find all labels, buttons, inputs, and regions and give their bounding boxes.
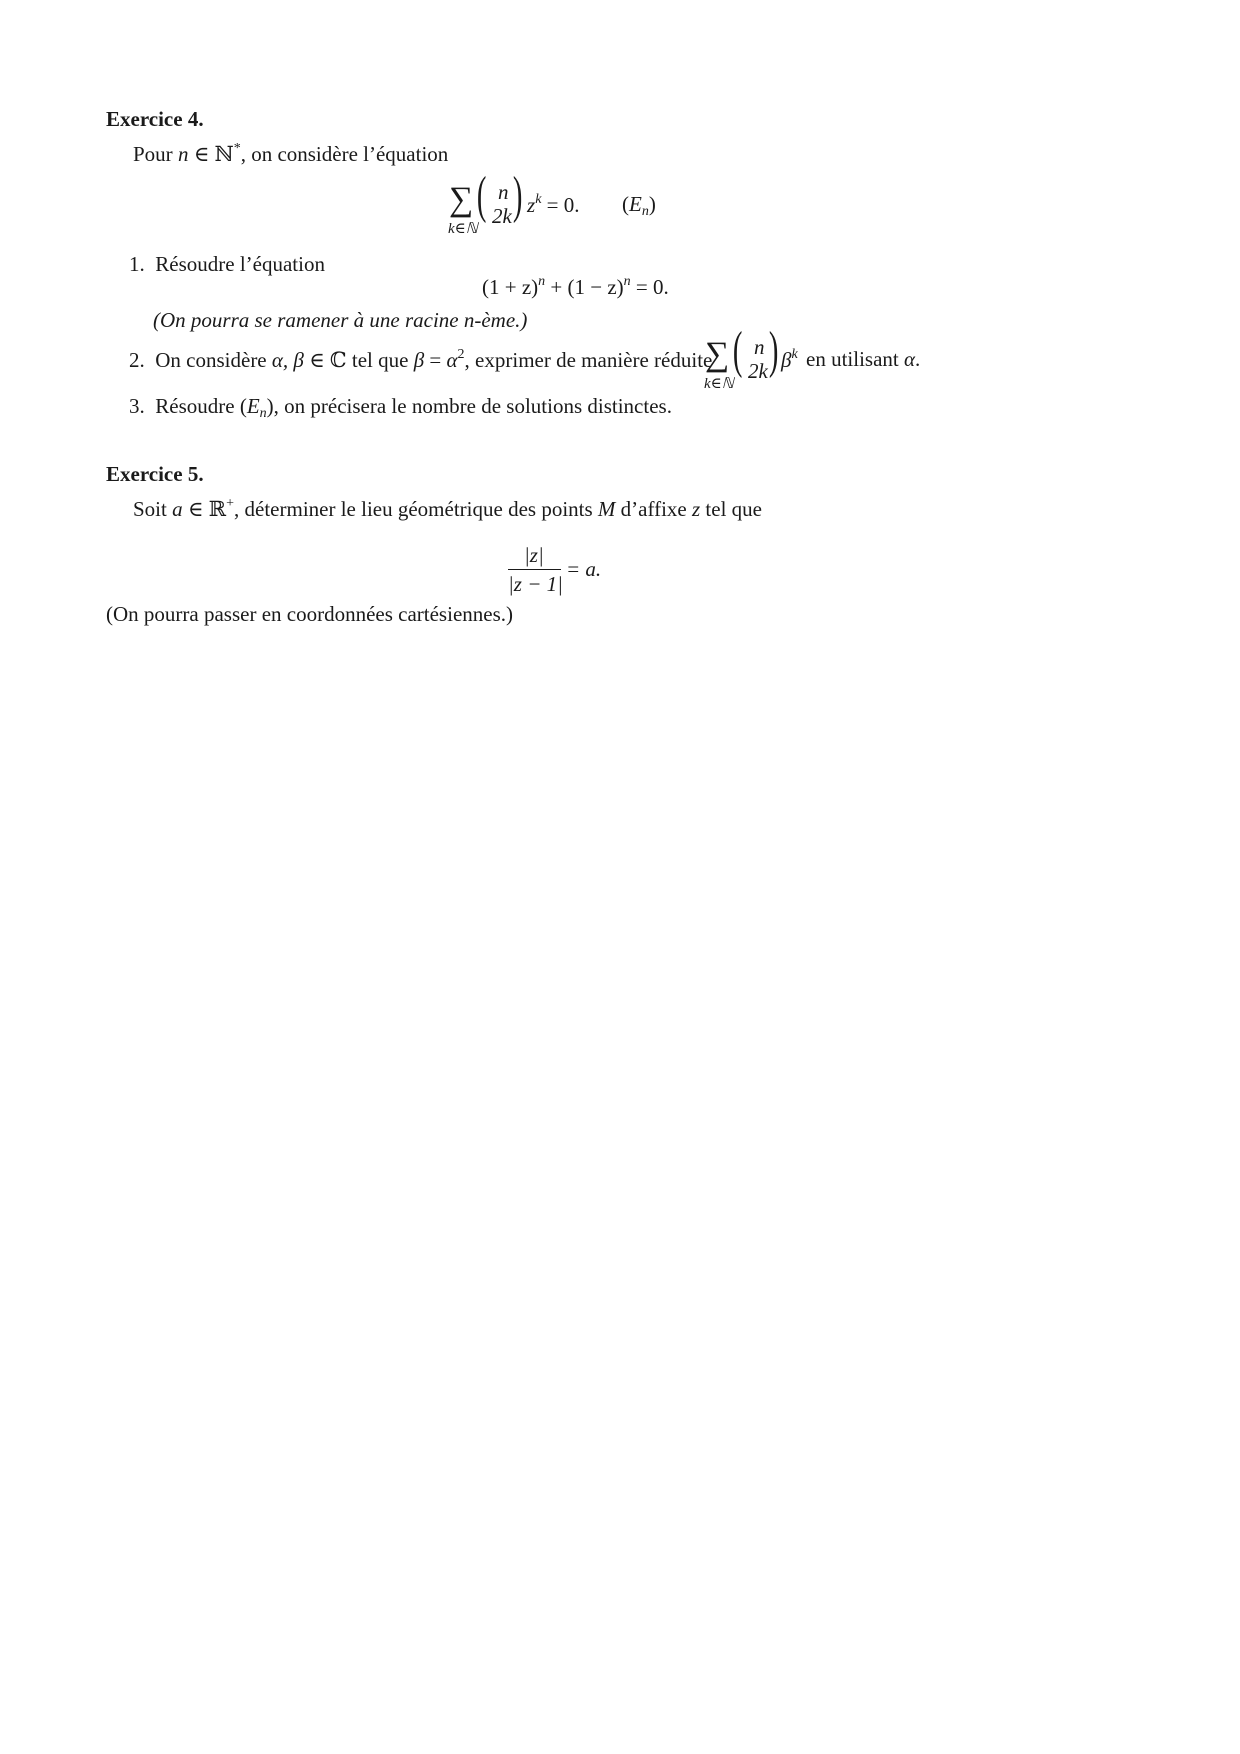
fraction-denominator: |z − 1| (508, 572, 563, 596)
question-1: 1. Résoudre l’équation (129, 252, 325, 276)
question-2-end: en utilisant α. (806, 347, 921, 371)
fraction-rhs: = a. (566, 557, 602, 581)
exercise-5-intro: Soit a ∈ ℝ+, déterminer le lieu géométrique des points M d’affixe z tel que (133, 496, 762, 521)
binom-top: n (498, 180, 509, 204)
binom-bottom: 2k (492, 204, 512, 228)
exercise-4-intro: Pour n ∈ ℕ*, on considère l’équation (133, 141, 449, 166)
question-1-hint: (On pourra se ramener à une racine n-ème.) (153, 308, 528, 332)
question-3: 3. Résoudre $(E_n)$, on précisera le nombre de solutions distinctes. (129, 394, 672, 421)
fraction-numerator: |z| (524, 543, 544, 567)
equation-tag: $(E_n)$ (622, 192, 656, 219)
question-1-equation: $(1 + z)^n + (1 - z)^n = 0$. (482, 274, 669, 299)
exercise-4-title: Exercice 4. (106, 107, 204, 131)
exercise-5-hint: (On pourra passer en coordonnées cartésiennes.) (106, 602, 513, 626)
sum-subscript: k∈ℕ (448, 221, 478, 237)
question-2: 2. On considère α, β ∈ ℂ tel que $\beta = \alpha^2$, exprimer de manière réduite (129, 347, 713, 372)
exercise-5-title: Exercice 5. (106, 462, 204, 486)
